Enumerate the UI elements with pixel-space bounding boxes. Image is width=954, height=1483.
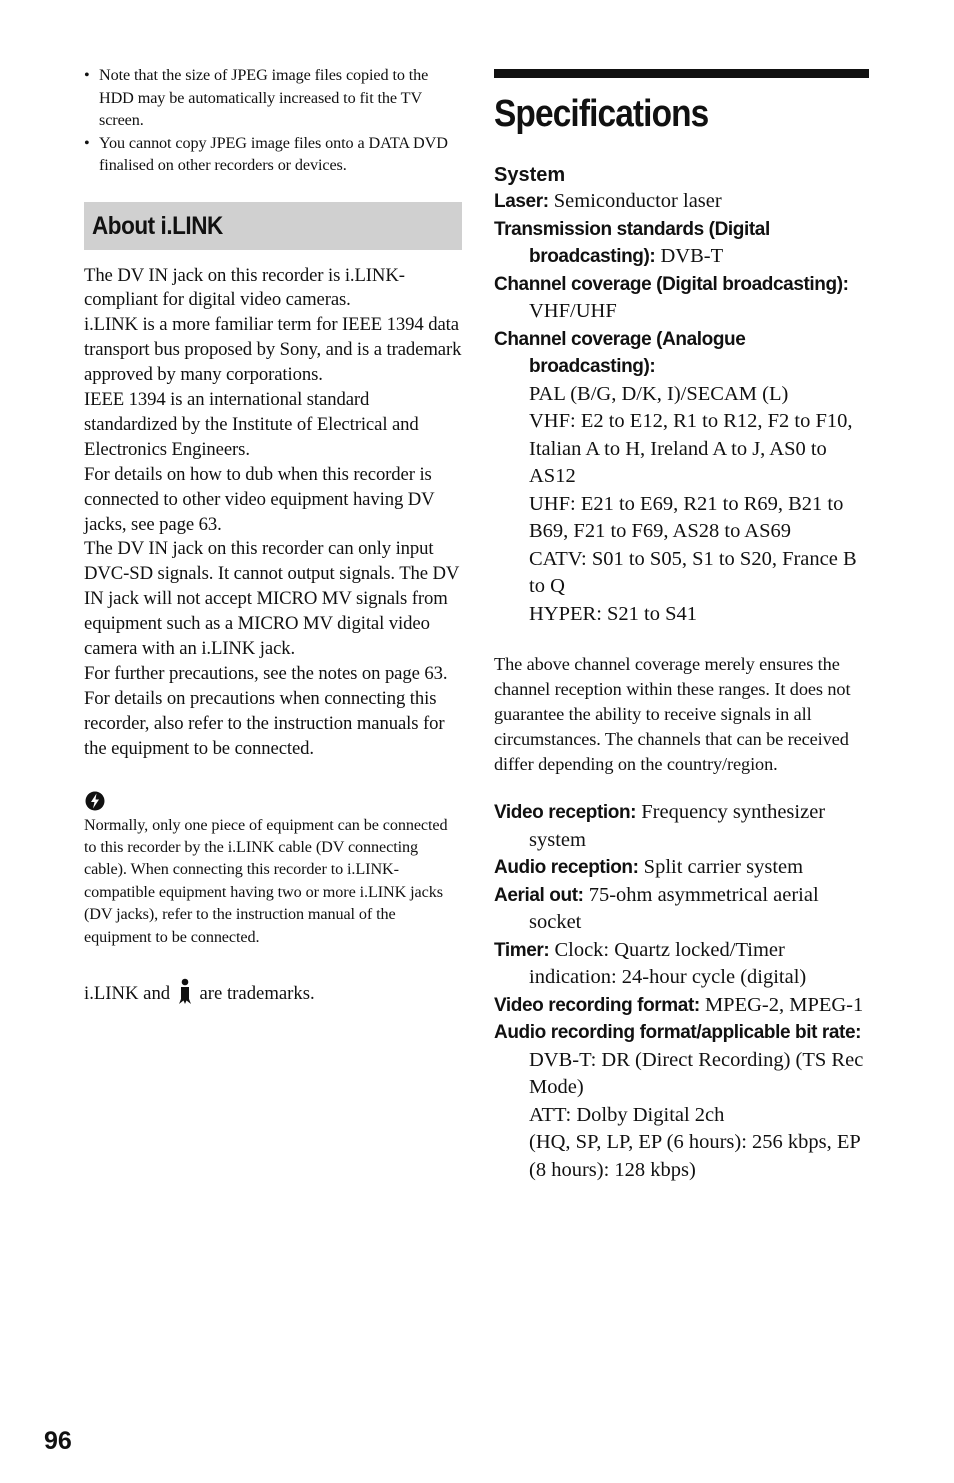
spec-value: MPEG-2, MPEG-1 [704, 993, 864, 1016]
i-link-logo-icon [178, 978, 192, 1004]
spec-item [494, 882, 872, 937]
spec-value-line: (HQ, SP, LP, EP (6 hours): 256 kbps, EP (8 hours): 128 kbps) [529, 1131, 861, 1181]
paragraph: For further precautions, see the notes on page 63. [84, 663, 448, 684]
spec-item [494, 188, 872, 216]
spec-value: Split carrier system [643, 856, 804, 878]
ilink-description [84, 264, 462, 762]
paragraph: For details on precautions when connecting this recorder, also refer to the instruction manuals for the equipment to be connected. [84, 687, 445, 759]
bullet-icon: • [84, 133, 90, 152]
spec-item [494, 992, 872, 1020]
trademark-text: i.LINK and [84, 983, 171, 1005]
spec-value-line: ATT: Dolby Digital 2ch [529, 1103, 725, 1126]
spec-label: Transmission standards (Digital broadcasting): [494, 218, 770, 267]
system-heading: System [494, 164, 566, 186]
system-specs [494, 188, 872, 628]
spec-label: Audio recording format/applicable bit rate: [494, 1022, 862, 1043]
spec-label: Channel coverage (Analogue broadcasting): [494, 328, 746, 377]
right-column [494, 69, 872, 1184]
page-title: Specifications [494, 93, 709, 135]
ilink-note: Normally, only one piece of equipment can be connected to this recorder by the i.LINK cable (DV connecting cable). When connecting this recorder to i.LINK-compatible equipment having two or more i.LINK jacks (DV jacks), refer to the instruction manual of the equipment to be connected. [84, 815, 448, 946]
list-item [84, 64, 462, 132]
spec-value-line: VHF: E2 to E12, R1 to R12, F2 to F10, Italian A to H, Ireland A to J, AS0 to AS12 [529, 410, 853, 487]
spec-item [494, 799, 872, 854]
spec-item [494, 937, 872, 992]
spec-value-line: PAL (B/G, D/K, I)/SECAM (L) [529, 382, 789, 405]
spec-item [494, 854, 872, 882]
spec-item [494, 326, 872, 381]
spec-label: Video recording format: [494, 994, 700, 1016]
note-icon [84, 790, 106, 812]
page-number: 96 [44, 1427, 72, 1455]
paragraph: The DV IN jack on this recorder is i.LINK-compliant for digital video cameras. [84, 264, 405, 311]
section-heading-box [84, 202, 462, 250]
spec-label: Audio reception: [494, 857, 639, 878]
spec-value: 75-ohm asymmetrical aerial socket [529, 883, 819, 933]
trademark-text: are trademarks. [199, 983, 315, 1005]
spec-value: Clock: Quartz locked/Timer indication: 24-hour cycle (digital) [529, 938, 807, 988]
paragraph: IEEE 1394 is an international standard standardized by the Institute of Electrical and Electronics Engineers. [84, 389, 419, 460]
spec-label: Timer: [494, 939, 550, 961]
spec-value-line: HYPER: S21 to S41 [529, 602, 698, 625]
title-rule [494, 69, 869, 78]
section-title: About i.LINK [92, 211, 223, 240]
spec-value-line: CATV: S01 to S05, S1 to S20, France B to Q [529, 547, 857, 597]
spec-value: DVB-T [660, 245, 724, 267]
trademark-line [84, 978, 462, 1006]
spec-label: Laser: [494, 191, 549, 212]
spec-label: Video reception: [494, 802, 637, 823]
spec-label: Aerial out: [494, 884, 584, 906]
spec-value-line: UHF: E21 to E69, R21 to R69, B21 to B69, F21 to F69, AS28 to AS69 [529, 492, 844, 542]
note-text: You cannot copy JPEG image files onto a DATA DVD finalised on other recorders or devices. [99, 133, 448, 174]
bullet-icon: • [84, 66, 90, 84]
paragraph: The DV IN jack on this recorder can only input DVC-SD signals. It cannot output signals. The DV IN jack will not accept MICRO MV signals from equipment such as a MICRO MV digital video camera with an i.LINK jack. [84, 538, 459, 660]
paragraph: For details on how to dub when this recorder is connected to other video equipment having DV jacks, see page 63. [84, 463, 435, 535]
spec-value: Semiconductor laser [553, 190, 722, 212]
reception-recording-specs [494, 799, 872, 1184]
spec-item [494, 216, 872, 271]
channel-coverage-note: The above channel coverage merely ensures the channel reception within these ranges. It does not guarantee the ability to receive signals in all circumstances. The channels that can be received differ depending on the country/region. [494, 654, 851, 774]
spec-value-line: DVB-T: DR (Direct Recording) (TS Rec Mode) [529, 1048, 864, 1098]
spec-item [494, 1019, 872, 1047]
spec-item [494, 271, 872, 326]
spec-value: Frequency synthesizer system [529, 801, 826, 851]
paragraph: i.LINK is a more familiar term for IEEE 1394 data transport bus proposed by Sony, and is a trademark approved by many corporations. [84, 314, 462, 386]
note-text: Note that the size of JPEG image files copied to the HDD may be automatically increased to fit the TV screen. [99, 66, 429, 129]
spec-value: VHF/UHF [529, 300, 617, 322]
notes-list [84, 64, 462, 177]
left-column [84, 64, 462, 1006]
list-item [84, 132, 462, 177]
spec-label: Channel coverage (Digital broadcasting): [494, 273, 849, 295]
